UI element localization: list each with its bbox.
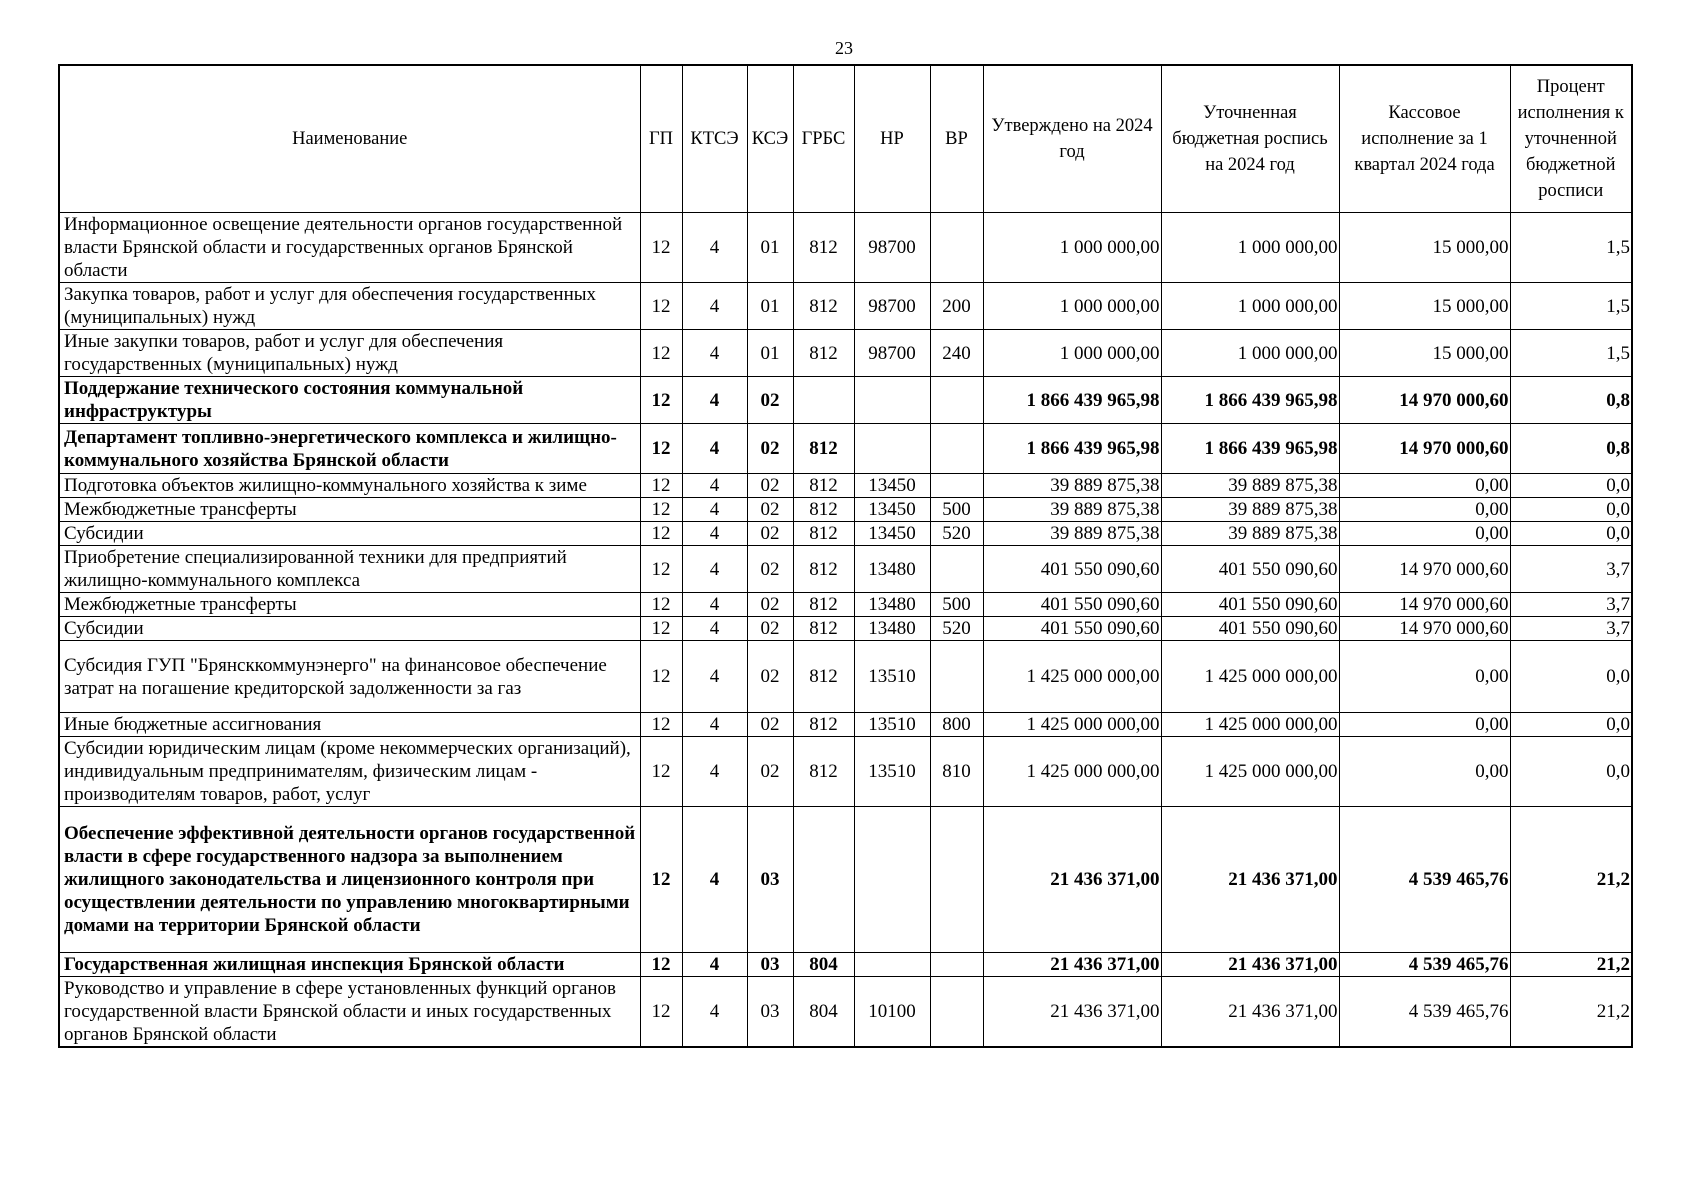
cell-ktse: 4 bbox=[682, 977, 747, 1048]
cell-kse: 02 bbox=[747, 737, 793, 807]
cell-name: Подготовка объектов жилищно-коммунального хозяйства к зиме bbox=[59, 474, 640, 498]
cell-gp: 12 bbox=[640, 377, 682, 424]
cell-kse: 02 bbox=[747, 474, 793, 498]
cell-name: Информационное освещение деятельности органов государственной власти Брянской области и государственных органов Брянской области bbox=[59, 213, 640, 283]
cell-approved: 1 425 000 000,00 bbox=[983, 737, 1161, 807]
cell-cash: 0,00 bbox=[1339, 474, 1510, 498]
cell-cash: 14 970 000,60 bbox=[1339, 546, 1510, 593]
cell-kse: 02 bbox=[747, 522, 793, 546]
cell-vr: 520 bbox=[930, 617, 983, 641]
cell-gp: 12 bbox=[640, 713, 682, 737]
cell-vr bbox=[930, 377, 983, 424]
cell-approved: 1 425 000 000,00 bbox=[983, 713, 1161, 737]
cell-vr bbox=[930, 546, 983, 593]
cell-kse: 03 bbox=[747, 977, 793, 1048]
cell-grbs: 812 bbox=[793, 593, 854, 617]
cell-percent: 0,8 bbox=[1510, 377, 1632, 424]
cell-vr: 800 bbox=[930, 713, 983, 737]
cell-vr: 500 bbox=[930, 593, 983, 617]
cell-approved: 39 889 875,38 bbox=[983, 498, 1161, 522]
header-gp: ГП bbox=[640, 65, 682, 213]
header-name: Наименование bbox=[59, 65, 640, 213]
cell-refined: 1 866 439 965,98 bbox=[1161, 377, 1339, 424]
cell-cash: 14 970 000,60 bbox=[1339, 593, 1510, 617]
cell-ktse: 4 bbox=[682, 330, 747, 377]
cell-refined: 21 436 371,00 bbox=[1161, 953, 1339, 977]
cell-percent: 3,7 bbox=[1510, 546, 1632, 593]
cell-percent: 0,0 bbox=[1510, 474, 1632, 498]
header-kse: КСЭ bbox=[747, 65, 793, 213]
cell-nr: 98700 bbox=[854, 283, 930, 330]
cell-gp: 12 bbox=[640, 593, 682, 617]
cell-approved: 401 550 090,60 bbox=[983, 593, 1161, 617]
cell-refined: 39 889 875,38 bbox=[1161, 498, 1339, 522]
cell-vr bbox=[930, 641, 983, 713]
cell-nr bbox=[854, 953, 930, 977]
cell-name: Субсидии юридическим лицам (кроме некоммерческих организаций), индивидуальным предпринимателям, физическим лицам - производителям товаров, работ, услуг bbox=[59, 737, 640, 807]
table-row bbox=[59, 593, 1632, 617]
cell-ktse: 4 bbox=[682, 617, 747, 641]
cell-kse: 03 bbox=[747, 807, 793, 953]
cell-percent: 0,0 bbox=[1510, 641, 1632, 713]
cell-gp: 12 bbox=[640, 953, 682, 977]
cell-nr: 98700 bbox=[854, 213, 930, 283]
cell-cash: 0,00 bbox=[1339, 522, 1510, 546]
cell-name: Иные бюджетные ассигнования bbox=[59, 713, 640, 737]
cell-name: Обеспечение эффективной деятельности органов государственной власти в сфере государственного надзора за выполнением жилищного законодательства и лицензионного контроля при осуществлении деятельности по управлению многоквартирными домами на территории Брянской области bbox=[59, 807, 640, 953]
cell-grbs bbox=[793, 377, 854, 424]
cell-vr: 520 bbox=[930, 522, 983, 546]
header-refined: Уточненная бюджетная роспись на 2024 год bbox=[1161, 65, 1339, 213]
header-percent: Процент исполнения к уточненной бюджетной росписи bbox=[1510, 65, 1632, 213]
cell-ktse: 4 bbox=[682, 737, 747, 807]
page-number: 23 bbox=[835, 38, 853, 58]
cell-approved: 1 000 000,00 bbox=[983, 283, 1161, 330]
cell-grbs: 812 bbox=[793, 713, 854, 737]
cell-gp: 12 bbox=[640, 474, 682, 498]
cell-gp: 12 bbox=[640, 737, 682, 807]
table-row bbox=[59, 377, 1632, 424]
table-row bbox=[59, 330, 1632, 377]
cell-cash: 0,00 bbox=[1339, 498, 1510, 522]
cell-grbs: 812 bbox=[793, 213, 854, 283]
cell-approved: 401 550 090,60 bbox=[983, 546, 1161, 593]
table-row bbox=[59, 283, 1632, 330]
cell-cash: 0,00 bbox=[1339, 737, 1510, 807]
cell-kse: 02 bbox=[747, 546, 793, 593]
cell-name: Иные закупки товаров, работ и услуг для обеспечения государственных (муниципальных) нужд bbox=[59, 330, 640, 377]
cell-percent: 0,0 bbox=[1510, 737, 1632, 807]
cell-ktse: 4 bbox=[682, 953, 747, 977]
cell-percent: 1,5 bbox=[1510, 330, 1632, 377]
cell-grbs: 812 bbox=[793, 330, 854, 377]
cell-cash: 0,00 bbox=[1339, 713, 1510, 737]
cell-name: Государственная жилищная инспекция Брянской области bbox=[59, 953, 640, 977]
cell-percent: 3,7 bbox=[1510, 617, 1632, 641]
cell-vr bbox=[930, 977, 983, 1048]
cell-nr: 13510 bbox=[854, 713, 930, 737]
cell-ktse: 4 bbox=[682, 546, 747, 593]
cell-grbs: 812 bbox=[793, 617, 854, 641]
cell-grbs: 812 bbox=[793, 498, 854, 522]
cell-nr bbox=[854, 377, 930, 424]
cell-refined: 401 550 090,60 bbox=[1161, 617, 1339, 641]
cell-name: Поддержание технического состояния коммунальной инфраструктуры bbox=[59, 377, 640, 424]
cell-ktse: 4 bbox=[682, 283, 747, 330]
cell-approved: 1 866 439 965,98 bbox=[983, 377, 1161, 424]
cell-percent: 0,0 bbox=[1510, 713, 1632, 737]
cell-grbs: 812 bbox=[793, 546, 854, 593]
cell-nr: 13510 bbox=[854, 737, 930, 807]
cell-vr bbox=[930, 953, 983, 977]
cell-refined: 401 550 090,60 bbox=[1161, 546, 1339, 593]
table-row bbox=[59, 977, 1632, 1048]
cell-percent: 0,0 bbox=[1510, 522, 1632, 546]
cell-cash: 15 000,00 bbox=[1339, 213, 1510, 283]
cell-approved: 1 000 000,00 bbox=[983, 330, 1161, 377]
cell-approved: 39 889 875,38 bbox=[983, 522, 1161, 546]
cell-grbs: 804 bbox=[793, 977, 854, 1048]
cell-ktse: 4 bbox=[682, 377, 747, 424]
table-row bbox=[59, 953, 1632, 977]
cell-nr: 13480 bbox=[854, 546, 930, 593]
cell-vr: 500 bbox=[930, 498, 983, 522]
cell-refined: 39 889 875,38 bbox=[1161, 522, 1339, 546]
cell-refined: 401 550 090,60 bbox=[1161, 593, 1339, 617]
cell-refined: 1 000 000,00 bbox=[1161, 330, 1339, 377]
table-row bbox=[59, 498, 1632, 522]
header-approved: Утверждено на 2024 год bbox=[983, 65, 1161, 213]
cell-refined: 1 866 439 965,98 bbox=[1161, 424, 1339, 474]
cell-gp: 12 bbox=[640, 977, 682, 1048]
cell-grbs bbox=[793, 807, 854, 953]
cell-percent: 1,5 bbox=[1510, 283, 1632, 330]
cell-refined: 39 889 875,38 bbox=[1161, 474, 1339, 498]
cell-name: Приобретение специализированной техники для предприятий жилищно-коммунального комплекса bbox=[59, 546, 640, 593]
cell-kse: 01 bbox=[747, 213, 793, 283]
cell-refined: 1 425 000 000,00 bbox=[1161, 641, 1339, 713]
cell-percent: 0,8 bbox=[1510, 424, 1632, 474]
cell-ktse: 4 bbox=[682, 593, 747, 617]
table-row bbox=[59, 617, 1632, 641]
cell-nr: 13480 bbox=[854, 617, 930, 641]
table-row bbox=[59, 807, 1632, 953]
cell-name: Субсидии bbox=[59, 522, 640, 546]
cell-name: Департамент топливно-энергетического комплекса и жилищно-коммунального хозяйства Брянской области bbox=[59, 424, 640, 474]
table-row bbox=[59, 522, 1632, 546]
cell-refined: 1 000 000,00 bbox=[1161, 283, 1339, 330]
table-row bbox=[59, 713, 1632, 737]
cell-ktse: 4 bbox=[682, 213, 747, 283]
cell-kse: 01 bbox=[747, 330, 793, 377]
table-row bbox=[59, 737, 1632, 807]
cell-percent: 21,2 bbox=[1510, 807, 1632, 953]
cell-nr: 13450 bbox=[854, 522, 930, 546]
cell-vr: 200 bbox=[930, 283, 983, 330]
cell-gp: 12 bbox=[640, 330, 682, 377]
cell-ktse: 4 bbox=[682, 474, 747, 498]
cell-ktse: 4 bbox=[682, 522, 747, 546]
cell-percent: 0,0 bbox=[1510, 498, 1632, 522]
cell-kse: 02 bbox=[747, 498, 793, 522]
cell-cash: 14 970 000,60 bbox=[1339, 377, 1510, 424]
cell-name: Субсидия ГУП "Брянсккоммунэнерго" на финансовое обеспечение затрат на погашение кредиторской задолженности за газ bbox=[59, 641, 640, 713]
cell-gp: 12 bbox=[640, 807, 682, 953]
cell-ktse: 4 bbox=[682, 498, 747, 522]
cell-approved: 1 866 439 965,98 bbox=[983, 424, 1161, 474]
cell-approved: 21 436 371,00 bbox=[983, 977, 1161, 1048]
cell-grbs: 804 bbox=[793, 953, 854, 977]
cell-grbs: 812 bbox=[793, 737, 854, 807]
cell-grbs: 812 bbox=[793, 424, 854, 474]
cell-refined: 1 425 000 000,00 bbox=[1161, 737, 1339, 807]
cell-approved: 1 000 000,00 bbox=[983, 213, 1161, 283]
cell-nr bbox=[854, 424, 930, 474]
cell-nr bbox=[854, 807, 930, 953]
cell-name: Закупка товаров, работ и услуг для обеспечения государственных (муниципальных) нужд bbox=[59, 283, 640, 330]
table-row bbox=[59, 424, 1632, 474]
cell-kse: 02 bbox=[747, 377, 793, 424]
cell-percent: 1,5 bbox=[1510, 213, 1632, 283]
cell-grbs: 812 bbox=[793, 283, 854, 330]
header-grbs: ГРБС bbox=[793, 65, 854, 213]
cell-vr bbox=[930, 424, 983, 474]
cell-gp: 12 bbox=[640, 522, 682, 546]
table-row bbox=[59, 474, 1632, 498]
cell-approved: 39 889 875,38 bbox=[983, 474, 1161, 498]
cell-kse: 02 bbox=[747, 617, 793, 641]
cell-gp: 12 bbox=[640, 283, 682, 330]
cell-gp: 12 bbox=[640, 641, 682, 713]
cell-nr: 13450 bbox=[854, 498, 930, 522]
cell-nr: 13510 bbox=[854, 641, 930, 713]
cell-percent: 3,7 bbox=[1510, 593, 1632, 617]
cell-gp: 12 bbox=[640, 498, 682, 522]
cell-gp: 12 bbox=[640, 617, 682, 641]
cell-ktse: 4 bbox=[682, 641, 747, 713]
cell-vr: 810 bbox=[930, 737, 983, 807]
cell-nr: 13450 bbox=[854, 474, 930, 498]
cell-cash: 15 000,00 bbox=[1339, 330, 1510, 377]
cell-kse: 02 bbox=[747, 593, 793, 617]
cell-gp: 12 bbox=[640, 546, 682, 593]
cell-cash: 14 970 000,60 bbox=[1339, 617, 1510, 641]
cell-vr bbox=[930, 807, 983, 953]
cell-kse: 02 bbox=[747, 713, 793, 737]
header-cash: Кассовое исполнение за 1 квартал 2024 года bbox=[1339, 65, 1510, 213]
table-row bbox=[59, 213, 1632, 283]
header-ktse: КТСЭ bbox=[682, 65, 747, 213]
cell-ktse: 4 bbox=[682, 713, 747, 737]
cell-kse: 01 bbox=[747, 283, 793, 330]
header-nr: НР bbox=[854, 65, 930, 213]
cell-name: Межбюджетные трансферты bbox=[59, 593, 640, 617]
cell-nr: 10100 bbox=[854, 977, 930, 1048]
cell-vr: 240 bbox=[930, 330, 983, 377]
header-vr: ВР bbox=[930, 65, 983, 213]
cell-cash: 15 000,00 bbox=[1339, 283, 1510, 330]
cell-name: Субсидии bbox=[59, 617, 640, 641]
cell-kse: 02 bbox=[747, 641, 793, 713]
cell-gp: 12 bbox=[640, 213, 682, 283]
table-row bbox=[59, 546, 1632, 593]
table-header-row bbox=[59, 65, 1632, 213]
cell-grbs: 812 bbox=[793, 641, 854, 713]
cell-cash: 4 539 465,76 bbox=[1339, 953, 1510, 977]
cell-approved: 401 550 090,60 bbox=[983, 617, 1161, 641]
cell-name: Межбюджетные трансферты bbox=[59, 498, 640, 522]
cell-name: Руководство и управление в сфере установленных функций органов государственной власти Брянской области и иных государственных органов Брянской области bbox=[59, 977, 640, 1048]
cell-nr: 98700 bbox=[854, 330, 930, 377]
cell-refined: 21 436 371,00 bbox=[1161, 807, 1339, 953]
cell-vr bbox=[930, 474, 983, 498]
cell-cash: 0,00 bbox=[1339, 641, 1510, 713]
cell-grbs: 812 bbox=[793, 474, 854, 498]
cell-approved: 21 436 371,00 bbox=[983, 953, 1161, 977]
cell-refined: 1 000 000,00 bbox=[1161, 213, 1339, 283]
cell-refined: 1 425 000 000,00 bbox=[1161, 713, 1339, 737]
budget-table bbox=[58, 64, 1633, 1048]
cell-kse: 03 bbox=[747, 953, 793, 977]
cell-approved: 1 425 000 000,00 bbox=[983, 641, 1161, 713]
cell-vr bbox=[930, 213, 983, 283]
cell-gp: 12 bbox=[640, 424, 682, 474]
cell-kse: 02 bbox=[747, 424, 793, 474]
cell-percent: 21,2 bbox=[1510, 977, 1632, 1048]
cell-grbs: 812 bbox=[793, 522, 854, 546]
cell-refined: 21 436 371,00 bbox=[1161, 977, 1339, 1048]
cell-percent: 21,2 bbox=[1510, 953, 1632, 977]
cell-ktse: 4 bbox=[682, 424, 747, 474]
table-row bbox=[59, 641, 1632, 713]
cell-ktse: 4 bbox=[682, 807, 747, 953]
cell-cash: 4 539 465,76 bbox=[1339, 977, 1510, 1048]
cell-cash: 4 539 465,76 bbox=[1339, 807, 1510, 953]
cell-cash: 14 970 000,60 bbox=[1339, 424, 1510, 474]
cell-approved: 21 436 371,00 bbox=[983, 807, 1161, 953]
cell-nr: 13480 bbox=[854, 593, 930, 617]
